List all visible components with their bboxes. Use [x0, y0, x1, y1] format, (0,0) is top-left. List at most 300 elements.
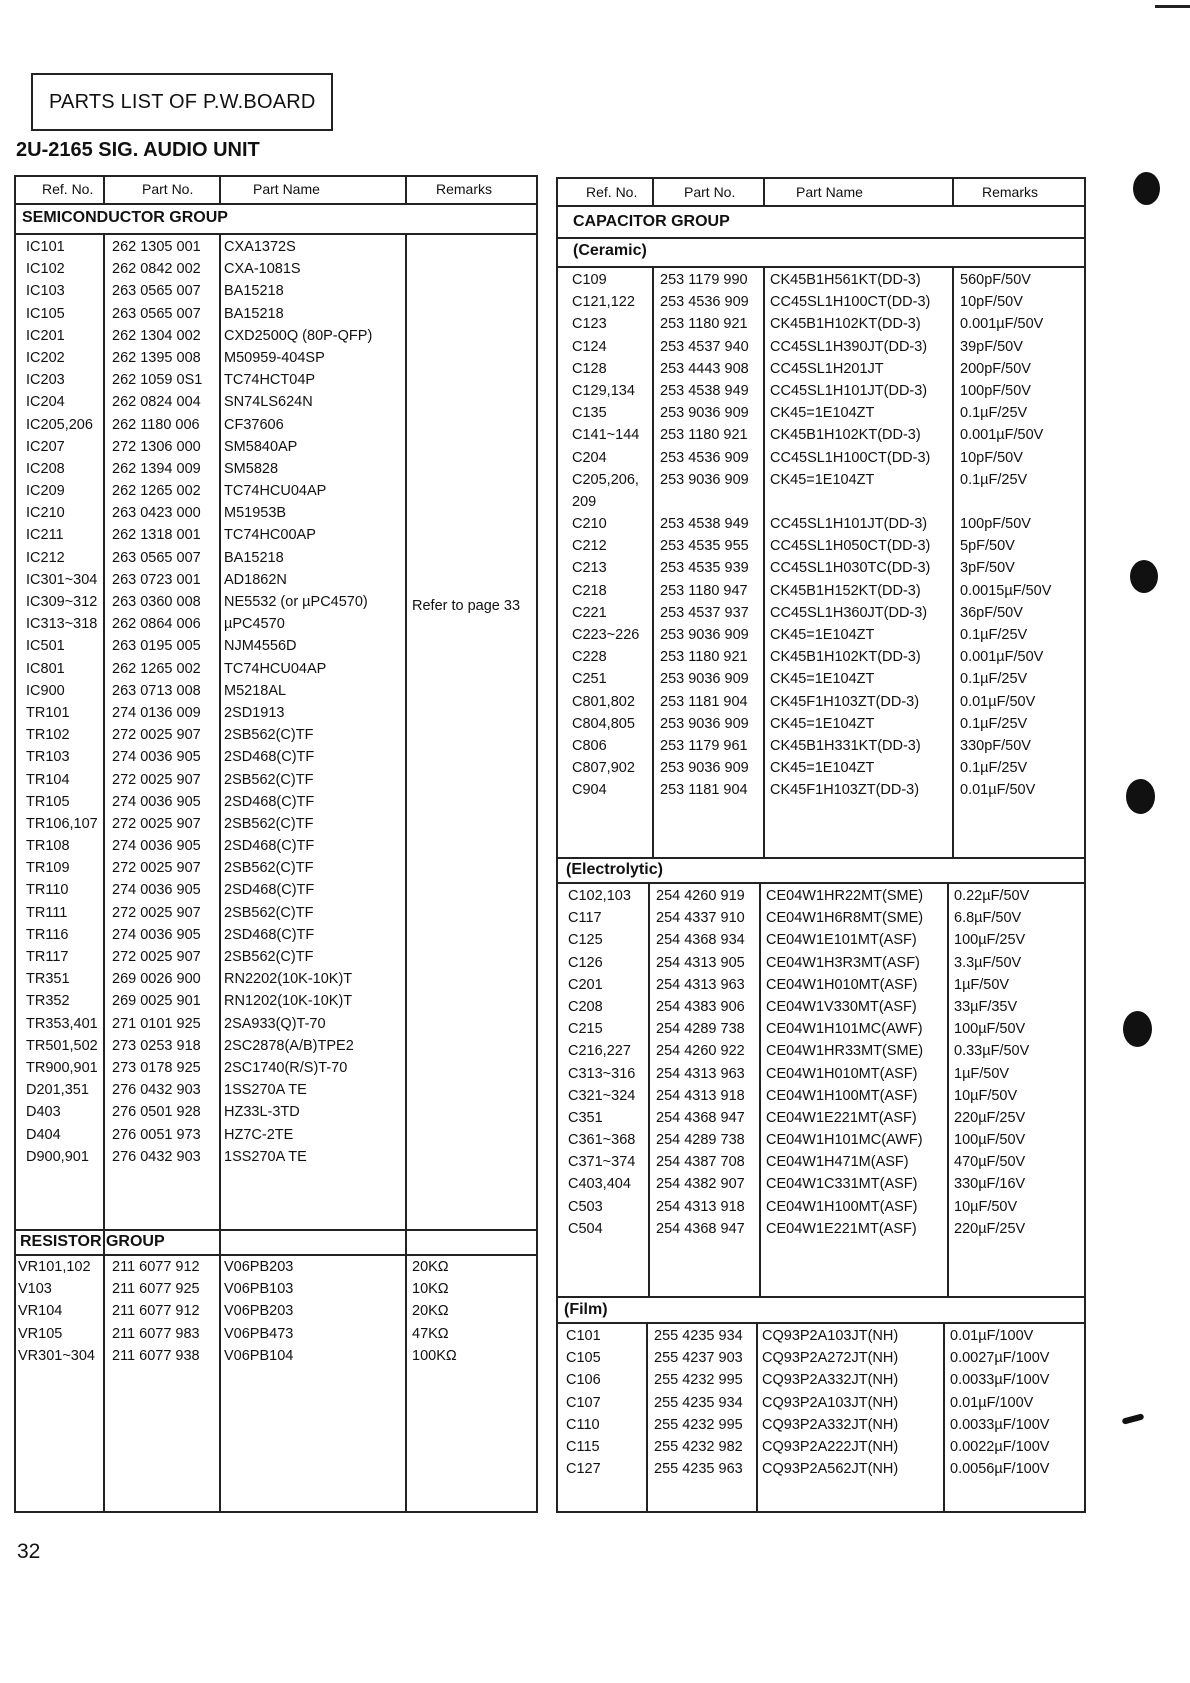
part-name-cell: µPC4570	[224, 616, 285, 633]
part-no-cell: 254 4383 906	[656, 998, 745, 1015]
part-name-cell: 2SC2878(A/B)TPE2	[224, 1037, 354, 1054]
ref-no-cell: TR501,502	[26, 1037, 98, 1054]
table-row	[556, 1370, 1086, 1392]
part-no-cell: 253 1181 904	[660, 693, 748, 710]
ref-no-cell: TR106,107	[26, 815, 98, 832]
ref-no-cell: C806	[572, 737, 607, 754]
table-row	[14, 415, 538, 437]
remarks-cell: 200pF/50V	[960, 360, 1031, 377]
remarks-cell: 0.1µF/25V	[960, 760, 1028, 777]
ref-no-cell: C141~144	[572, 427, 640, 444]
part-no-cell: 254 4337 910	[656, 910, 745, 927]
remarks-cell: 0.01µF/100V	[950, 1394, 1034, 1411]
part-no-cell: 253 4538 949	[660, 382, 749, 399]
page-number: 32	[17, 1540, 41, 1563]
ref-no-cell: C807,902	[572, 760, 635, 777]
table-row	[14, 548, 538, 570]
ref-no-cell: IC210	[26, 505, 65, 522]
part-no-cell: 253 4535 955	[660, 538, 749, 555]
ref-no-cell: IC102	[26, 261, 65, 278]
table-row	[14, 903, 538, 925]
left-parts-table	[14, 175, 538, 1513]
ref-no-cell: TR900,901	[26, 1059, 98, 1076]
part-name-cell: M5218AL	[224, 682, 287, 699]
remarks-cell: 0.001µF/50V	[960, 649, 1044, 666]
table-row	[14, 481, 538, 503]
part-no-cell: 263 0423 000	[112, 505, 201, 522]
remarks-cell: 0.22µF/50V	[954, 888, 1030, 904]
table-row	[14, 370, 538, 392]
part-no-cell: 263 0565 007	[112, 283, 201, 300]
ref-no-cell: IC103	[26, 283, 65, 300]
part-name-cell: CE04W1H101MC(AWF)	[766, 1132, 923, 1149]
remarks-cell: 47KΩ	[412, 1325, 449, 1342]
part-name-cell: V06PB473	[224, 1325, 294, 1342]
remarks-cell: 39pF/50V	[960, 338, 1023, 355]
part-no-cell: 253 4536 909	[660, 449, 749, 466]
ref-no-cell: IC207	[26, 438, 65, 455]
remarks-cell: 0.33µF/50V	[954, 1043, 1030, 1060]
part-name-cell: CK45=1E104ZT	[770, 471, 875, 488]
film-title-rule	[556, 1322, 1086, 1324]
ref-no-cell: C110	[566, 1416, 600, 1433]
ref-no-cell: IC101	[26, 239, 65, 255]
scan-mark	[1122, 1413, 1145, 1424]
part-no-cell: 272 0025 907	[112, 860, 201, 877]
ref-no-cell: C128	[572, 360, 607, 377]
part-no-cell: 254 4260 922	[656, 1043, 745, 1060]
ref-no-cell: C121,122	[572, 294, 635, 311]
col-header-remarks: Remarks	[436, 181, 493, 197]
remarks-cell: 0.1µF/25V	[960, 627, 1028, 643]
part-name-cell: CE04W1H3R3MT(ASF)	[766, 954, 920, 971]
remarks-cell: 0.1µF/25V	[960, 405, 1028, 422]
remarks-cell: 100µF/50V	[954, 1132, 1026, 1149]
part-name-cell: CK45=1E104ZT	[770, 627, 875, 643]
part-name-cell: V06PB203	[224, 1303, 294, 1320]
table-row	[14, 636, 538, 658]
table-row	[14, 259, 538, 281]
table-row	[556, 1415, 1086, 1437]
ref-no-cell: C107	[566, 1394, 601, 1411]
table-row	[14, 792, 538, 814]
table-row	[14, 614, 538, 636]
part-name-cell: RN2202(10K-10K)T	[224, 971, 353, 988]
table-row	[556, 1197, 1086, 1219]
part-name-cell: CK45F1H103ZT(DD-3)	[770, 782, 920, 799]
part-name-cell: CK45=1E104ZT	[770, 760, 875, 777]
remarks-cell: 10µF/50V	[954, 1198, 1018, 1215]
binder-hole	[1123, 1011, 1152, 1047]
ref-no-cell: C221	[572, 604, 607, 621]
part-no-cell: 211 6077 925	[112, 1281, 200, 1298]
table-row	[14, 814, 538, 836]
part-name-cell: CQ93P2A332JT(NH)	[762, 1416, 899, 1433]
table-row	[556, 1219, 1086, 1241]
table-row	[14, 1125, 538, 1147]
col-header-ref: Ref. No.	[586, 184, 638, 200]
part-name-cell: CC45SL1H050CT(DD-3)	[770, 538, 931, 555]
col-header-ref: Ref. No.	[42, 181, 94, 197]
ref-no-cell: D201,351	[26, 1082, 89, 1099]
part-no-cell: 274 0136 009	[112, 704, 201, 721]
part-name-cell: CE04W1H471M(ASF)	[766, 1154, 909, 1171]
col-header-part-name: Part Name	[796, 184, 863, 200]
part-name-cell: 1SS270A TE	[224, 1082, 307, 1099]
ref-no-cell: 209	[572, 493, 597, 510]
part-no-cell: 253 1181 904	[660, 782, 748, 799]
semiconductor-remark: Refer to page 33	[412, 598, 521, 614]
film-rows	[556, 1326, 1086, 1481]
ref-no-cell: VR104	[18, 1303, 63, 1320]
ref-no-cell: TR352	[26, 993, 70, 1010]
table-row	[556, 1326, 1086, 1348]
part-name-cell: CQ93P2A332JT(NH)	[762, 1372, 899, 1389]
table-row	[556, 1108, 1086, 1130]
ref-no-cell: C126	[568, 954, 603, 971]
ref-no-cell: C105	[566, 1350, 601, 1367]
part-no-cell: 272 0025 907	[112, 771, 201, 788]
ref-no-cell: IC105	[26, 305, 65, 322]
part-name-cell: 1SS270A TE	[224, 1148, 307, 1165]
ref-no-cell: VR101,102	[18, 1259, 91, 1275]
part-no-cell: 254 4260 919	[656, 888, 745, 904]
table-row	[556, 270, 1086, 292]
table-row	[14, 725, 538, 747]
part-name-cell: BA15218	[224, 305, 284, 322]
part-name-cell: CK45B1H331KT(DD-3)	[770, 737, 921, 754]
part-no-cell: 273 0253 918	[112, 1037, 201, 1054]
col-divider	[652, 177, 654, 207]
table-row	[556, 1130, 1086, 1152]
ref-no-cell: D403	[26, 1104, 61, 1121]
table-row	[556, 953, 1086, 975]
ref-no-cell: C804,805	[572, 715, 635, 732]
ref-no-cell: D900,901	[26, 1148, 89, 1165]
remarks-cell: 100µF/50V	[954, 1021, 1026, 1038]
part-no-cell: 253 4537 937	[660, 604, 749, 621]
part-name-cell: CE04W1H101MC(AWF)	[766, 1021, 923, 1038]
table-row	[14, 459, 538, 481]
part-no-cell: 272 0025 907	[112, 727, 201, 744]
col-divider	[952, 177, 954, 207]
part-no-cell: 262 1180 006	[112, 416, 200, 433]
part-no-cell: 211 6077 912	[112, 1303, 200, 1320]
remarks-cell: 330pF/50V	[960, 737, 1031, 754]
remarks-cell: 0.1µF/25V	[960, 715, 1028, 732]
table-row	[14, 1346, 538, 1368]
ref-no-cell: C201	[568, 976, 603, 993]
part-no-cell: 211 6077 983	[112, 1325, 200, 1342]
table-row	[14, 659, 538, 681]
part-name-cell: CC45SL1H030TC(DD-3)	[770, 560, 931, 577]
part-no-cell: 255 4235 934	[654, 1328, 743, 1344]
part-name-cell: BA15218	[224, 283, 284, 300]
remarks-cell: 470µF/50V	[954, 1154, 1026, 1171]
part-no-cell: 276 0501 928	[112, 1104, 201, 1121]
ref-no-cell: C371~374	[568, 1154, 636, 1171]
part-name-cell: CXA-1081S	[224, 261, 301, 278]
part-no-cell: 253 4443 908	[660, 360, 749, 377]
part-no-cell: 253 9036 909	[660, 715, 749, 732]
part-no-cell: 274 0036 905	[112, 793, 201, 810]
table-row	[14, 1014, 538, 1036]
part-name-cell: CF37606	[224, 416, 284, 433]
part-name-cell: TC74HC00AP	[224, 527, 316, 544]
part-no-cell: 254 4313 963	[656, 976, 745, 993]
table-row	[556, 758, 1086, 780]
ref-no-cell: TR104	[26, 771, 70, 788]
ref-no-cell: VR301~304	[18, 1347, 95, 1364]
part-name-cell: RN1202(10K-10K)T	[224, 993, 353, 1010]
part-name-cell: M50959-404SP	[224, 349, 325, 366]
table-row	[556, 425, 1086, 447]
remarks-cell: 0.0033µF/100V	[950, 1416, 1050, 1433]
part-name-cell: CE04W1H010MT(ASF)	[766, 976, 918, 993]
part-name-cell: BA15218	[224, 549, 284, 566]
part-no-cell: 254 4289 738	[656, 1021, 745, 1038]
table-row	[14, 1279, 538, 1301]
part-name-cell: CQ93P2A103JT(NH)	[762, 1328, 899, 1344]
film-subgroup-title: (Film)	[564, 1301, 608, 1318]
part-no-cell: 255 4237 903	[654, 1350, 743, 1367]
table-row	[556, 448, 1086, 470]
ref-no-cell: D404	[26, 1126, 61, 1143]
part-no-cell: 263 0195 005	[112, 638, 201, 655]
ref-no-cell: C106	[566, 1372, 601, 1389]
part-no-cell: 274 0036 905	[112, 882, 201, 899]
table-row	[14, 1147, 538, 1169]
part-no-cell: 263 0723 001	[112, 571, 201, 588]
col-header-remarks: Remarks	[982, 184, 1039, 200]
remarks-cell: 3pF/50V	[960, 560, 1015, 577]
part-name-cell: CE04W1E221MT(ASF)	[766, 1220, 917, 1237]
part-name-cell: 2SD1913	[224, 704, 285, 721]
table-row	[556, 337, 1086, 359]
table-row	[556, 736, 1086, 758]
part-name-cell: CE04W1E101MT(ASF)	[766, 932, 917, 949]
part-no-cell: 262 1318 001	[112, 527, 201, 544]
table-row	[556, 1041, 1086, 1063]
part-no-cell: 211 6077 938	[112, 1347, 200, 1364]
table-row	[556, 625, 1086, 647]
ref-no-cell: C216,227	[568, 1043, 631, 1060]
right-parts-table	[556, 177, 1086, 1513]
remarks-cell: 0.0033µF/100V	[950, 1372, 1050, 1389]
ref-no-cell: C135	[572, 405, 607, 422]
part-name-cell: M51953B	[224, 505, 287, 522]
table-row	[556, 581, 1086, 603]
part-no-cell: 253 1179 961	[660, 737, 748, 754]
part-name-cell: 2SB562(C)TF	[224, 815, 314, 832]
ref-no-cell: TR111	[26, 904, 68, 921]
remarks-cell: 0.001µF/50V	[960, 427, 1044, 444]
ref-no-cell: C123	[572, 316, 607, 333]
table-row	[556, 780, 1086, 802]
part-name-cell: CE04W1V330MT(ASF)	[766, 998, 917, 1015]
part-name-cell: TC74HCU04AP	[224, 660, 327, 677]
table-row	[14, 570, 538, 592]
ref-no-cell: C215	[568, 1021, 603, 1038]
semiconductor-group-title: SEMICONDUCTOR GROUP	[22, 209, 228, 226]
ref-no-cell: C251	[572, 671, 607, 688]
table-row	[14, 703, 538, 725]
part-no-cell: 253 1180 921	[660, 316, 748, 333]
ref-no-cell: IC209	[26, 483, 65, 500]
part-name-cell: V06PB103	[224, 1281, 294, 1298]
part-no-cell: 254 4313 905	[656, 954, 745, 971]
ceramic-subgroup-title: (Ceramic)	[573, 242, 647, 259]
remarks-cell: 33µF/35V	[954, 998, 1018, 1015]
part-no-cell: 269 0025 901	[112, 993, 201, 1010]
ref-no-cell: C102,103	[568, 888, 631, 904]
part-no-cell: 253 9036 909	[660, 405, 749, 422]
part-no-cell: 276 0432 903	[112, 1082, 201, 1099]
electrolytic-top-rule	[556, 857, 1086, 859]
remarks-cell: 0.001µF/50V	[960, 316, 1044, 333]
part-name-cell: 2SD468(C)TF	[224, 882, 315, 899]
table-row	[556, 381, 1086, 403]
ref-no-cell: C115	[566, 1438, 600, 1455]
col-divider	[103, 175, 105, 205]
part-name-cell: CE04W1HR22MT(SME)	[766, 888, 924, 904]
table-row	[14, 1058, 538, 1080]
remarks-cell: 6.8µF/50V	[954, 910, 1022, 927]
table-row	[14, 525, 538, 547]
part-name-cell: 2SD468(C)TF	[224, 793, 315, 810]
ref-no-cell: IC900	[26, 682, 65, 699]
ref-no-cell: C361~368	[568, 1132, 636, 1149]
ref-no-cell: C205,206,	[572, 471, 639, 488]
part-no-cell: 254 4368 934	[656, 932, 745, 949]
ref-no-cell: IC201	[26, 327, 65, 344]
remarks-cell: 0.1µF/25V	[960, 471, 1028, 488]
binder-hole	[1133, 172, 1160, 205]
part-name-cell: CK45B1H561KT(DD-3)	[770, 272, 921, 288]
ref-no-cell: C801,802	[572, 693, 635, 710]
table-row	[14, 836, 538, 858]
remarks-cell: 0.01µF/50V	[960, 782, 1036, 799]
table-row	[556, 359, 1086, 381]
part-name-cell: 2SA933(Q)T-70	[224, 1015, 326, 1032]
part-no-cell: 253 1180 947	[660, 582, 748, 599]
table-row	[14, 592, 538, 614]
table-row	[556, 908, 1086, 930]
part-no-cell: 271 0101 925	[112, 1015, 201, 1032]
ref-no-cell: C101	[566, 1328, 601, 1344]
part-no-cell: 274 0036 905	[112, 749, 201, 766]
part-no-cell: 272 0025 907	[112, 815, 201, 832]
semiconductor-rows	[14, 237, 538, 1169]
ref-no-cell: IC205,206	[26, 416, 93, 433]
ref-no-cell: TR109	[26, 860, 70, 877]
col-divider	[219, 175, 221, 205]
part-name-cell: SM5840AP	[224, 438, 298, 455]
table-row	[14, 437, 538, 459]
table-row	[14, 1324, 538, 1346]
part-name-cell: SM5828	[224, 460, 279, 477]
part-name-cell: CE04W1H100MT(ASF)	[766, 1087, 918, 1104]
ref-no-cell: IC202	[26, 349, 65, 366]
part-no-cell: 253 4536 909	[660, 294, 749, 311]
part-name-cell: SN74LS624N	[224, 394, 313, 411]
part-no-cell: 254 4387 708	[656, 1154, 745, 1171]
table-row	[14, 237, 538, 259]
ref-no-cell: TR105	[26, 793, 70, 810]
part-no-cell: 254 4382 907	[656, 1176, 745, 1193]
ref-no-cell: IC211	[26, 527, 64, 544]
table-row	[556, 997, 1086, 1019]
table-row	[14, 880, 538, 902]
table-row	[14, 304, 538, 326]
part-no-cell: 253 4538 949	[660, 516, 749, 533]
ceramic-rows	[556, 270, 1086, 803]
part-name-cell: CE04W1H6R8MT(SME)	[766, 910, 924, 927]
part-no-cell: 272 0025 907	[112, 949, 201, 965]
part-name-cell: CE04W1H010MT(ASF)	[766, 1065, 918, 1082]
capacitor-group-title: CAPACITOR GROUP	[573, 213, 730, 230]
table-row	[14, 326, 538, 348]
table-row	[14, 1102, 538, 1124]
part-name-cell: CC45SL1H390JT(DD-3)	[770, 338, 928, 355]
part-no-cell: 254 4289 738	[656, 1132, 745, 1149]
ref-no-cell: C124	[572, 338, 607, 355]
part-no-cell: 254 4313 918	[656, 1087, 745, 1104]
part-no-cell: 253 4537 940	[660, 338, 749, 355]
part-name-cell: CE04W1C331MT(ASF)	[766, 1176, 918, 1193]
left-header-rule	[14, 203, 538, 205]
table-row	[14, 348, 538, 370]
part-name-cell: CQ93P2A103JT(NH)	[762, 1394, 899, 1411]
part-no-cell: 255 4235 934	[654, 1394, 743, 1411]
ref-no-cell: IC212	[26, 549, 65, 566]
table-row	[556, 470, 1086, 492]
table-row	[14, 681, 538, 703]
table-row	[556, 1437, 1086, 1459]
part-no-cell: 276 0432 903	[112, 1148, 201, 1165]
table-row	[556, 1459, 1086, 1481]
ref-no-cell: C129,134	[572, 382, 635, 399]
col-header-part-name: Part Name	[253, 181, 320, 197]
part-name-cell: CC45SL1H100CT(DD-3)	[770, 294, 931, 311]
table-row	[556, 975, 1086, 997]
part-no-cell: 255 4232 995	[654, 1416, 743, 1433]
table-row	[14, 1080, 538, 1102]
remarks-cell: 10pF/50V	[960, 449, 1023, 466]
page-title: PARTS LIST OF P.W.BOARD	[31, 73, 333, 131]
table-row	[556, 1174, 1086, 1196]
ref-no-cell: TR103	[26, 749, 70, 766]
part-no-cell: 262 1304 002	[112, 327, 201, 344]
part-name-cell: CC45SL1H101JT(DD-3)	[770, 516, 928, 533]
part-name-cell: 2SD468(C)TF	[224, 926, 315, 943]
ref-no-cell: C403,404	[568, 1176, 631, 1193]
remarks-cell: 3.3µF/50V	[954, 954, 1022, 971]
part-name-cell: CK45B1H152KT(DD-3)	[770, 582, 921, 599]
ref-no-cell: C313~316	[568, 1065, 636, 1082]
table-row	[14, 858, 538, 880]
ref-no-cell: TR101	[26, 704, 70, 721]
remarks-cell: 0.1µF/25V	[960, 671, 1028, 688]
part-name-cell: CQ93P2A222JT(NH)	[762, 1438, 899, 1455]
part-no-cell: 253 4535 939	[660, 560, 749, 577]
remarks-cell: 10pF/50V	[960, 294, 1023, 311]
table-row	[556, 403, 1086, 425]
ref-no-cell: C351	[568, 1109, 603, 1126]
remarks-cell: 20KΩ	[412, 1259, 449, 1275]
part-name-cell: CK45B1H102KT(DD-3)	[770, 316, 921, 333]
remarks-cell: 0.01µF/100V	[950, 1328, 1034, 1344]
